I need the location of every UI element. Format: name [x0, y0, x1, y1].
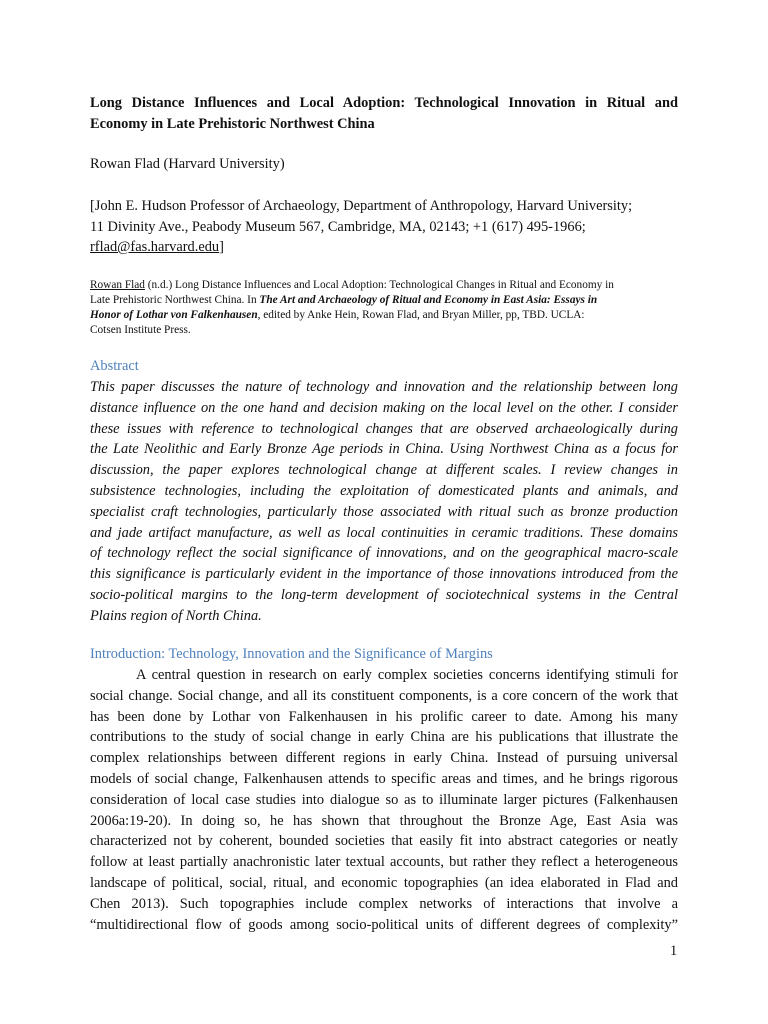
citation-text: Late Prehistoric Northwest China. In	[90, 294, 260, 306]
citation-author: Rowan Flad	[90, 279, 145, 291]
abstract-line: Plains region of North China.	[90, 607, 262, 624]
citation-book-title: The Art and Archaeology of Ritual and Economy in East Asia: Essays in	[259, 294, 598, 306]
abstract-line: the Late Neolithic and Early Bronze Age periods in China. Using Northwest China as a focus for	[90, 441, 678, 458]
body-line: Chen 2013). Such topographies include complex networks of interactions that involve a	[90, 895, 678, 912]
body-line: social change. Social change, and all its constituent components, is a core concern of the work that	[90, 687, 678, 704]
abstract-line: and jade artifact manufacture, as well as local continuities in ceramic traditions. These domains	[90, 524, 678, 541]
title-line: Economy in Late Prehistoric Northwest China	[90, 115, 375, 132]
abstract-line: discussion, the paper explores technological change at different scales. I review changes in	[90, 462, 678, 479]
intro-heading: Introduction: Technology, Innovation and the Significance of Margins	[90, 646, 493, 662]
abstract-line: specialist craft technologies, particularly those associated with ritual such as bronze production	[90, 503, 678, 520]
body-line: consideration of local case studies into dialogue so as to illuminate larger pictures (Falkenhausen	[90, 791, 678, 808]
affiliation-line: 11 Divinity Ave., Peabody Museum 567, Cambridge, MA, 02143; +1 (617) 495-1966;	[90, 218, 586, 235]
abstract-line: This paper discusses the nature of technology and innovation and the relationship between long	[90, 379, 678, 395]
citation-line	[90, 308, 680, 323]
body-line: 2006a:19-20). In doing so, he has shown that throughout the Bronze Age, East Asia was	[90, 812, 678, 829]
bracket-close: ]	[219, 239, 224, 255]
author-line: Rowan Flad (Harvard University)	[90, 156, 285, 172]
abstract-line: this significance is particularly evident in the importance of those innovations introduced from the	[90, 566, 678, 583]
citation-line: Cotsen Institute Press.	[90, 324, 191, 336]
abstract-heading: Abstract	[90, 358, 139, 374]
affiliation-line: [John E. Hudson Professor of Archaeology, Department of Anthropology, Harvard University;	[90, 198, 633, 214]
intro-text	[90, 665, 678, 935]
body-line: landscape of political, social, ritual, and economic topographies (an idea elaborated in Flad and	[90, 874, 678, 891]
citation-book-title: Honor of Lothar von Falkenhausen	[90, 309, 258, 321]
body-line: characterized not by coherent, bounded societies that easily fit into abstract categories or neatly	[90, 833, 678, 850]
abstract-line: these issues with reference to technological changes that are observed archaeologically during	[90, 420, 678, 437]
citation-line	[90, 278, 680, 293]
body-line: “multidirectional flow of goods among socio-political units of different degrees of complexity”	[90, 916, 678, 933]
page-number: 1	[670, 943, 678, 959]
body-line: contributions to the study of social change in early China are his publications that illustrate the	[90, 729, 678, 746]
abstract-line: socio-political margins to the long-term development of sociotechnical systems in the Central	[90, 586, 678, 603]
title-line: Long Distance Influences and Local Adoption: Technological Innovation in Ritual and	[90, 95, 678, 111]
body-line: complex relationships between different regions in early China. Instead of pursuing universal	[90, 750, 678, 767]
paper-title	[90, 93, 678, 134]
abstract-line: distance influence on the one hand and decision making on the local level on the other. I consider	[90, 399, 678, 416]
body-line: models of social change, Falkenhausen attends to specific areas and times, and he brings rigorous	[90, 770, 678, 787]
email-link[interactable]: rflad@fas.harvard.edu	[90, 239, 220, 255]
citation-text: , edited by Anke Hein, Rowan Flad, and Bryan Miller, pp, TBD. UCLA:	[257, 309, 585, 321]
abstract-line: subsistence technologies, including the exploitation of domesticated plants and animals, and	[90, 482, 678, 499]
affiliation-line	[90, 237, 690, 258]
affiliation-block	[90, 196, 690, 258]
citation-text: (n.d.) Long Distance Influences and Local Adoption: Technological Changes in Ritual and Economy in	[144, 279, 614, 291]
body-line: follow at least partially anachronistic later textual accounts, but rather they reflect a heterogeneous	[90, 854, 678, 871]
abstract-text	[90, 377, 678, 627]
citation-block	[90, 278, 680, 338]
body-line: A central question in research on early complex societies concerns identifying stimuli for	[136, 667, 678, 683]
abstract-line: of technology reflect the social significance of innovations, and on the geographical macro-scale	[90, 545, 678, 562]
citation-line	[90, 293, 680, 308]
body-line: has been done by Lothar von Falkenhausen in his prolific career to date. Among his many	[90, 708, 678, 725]
